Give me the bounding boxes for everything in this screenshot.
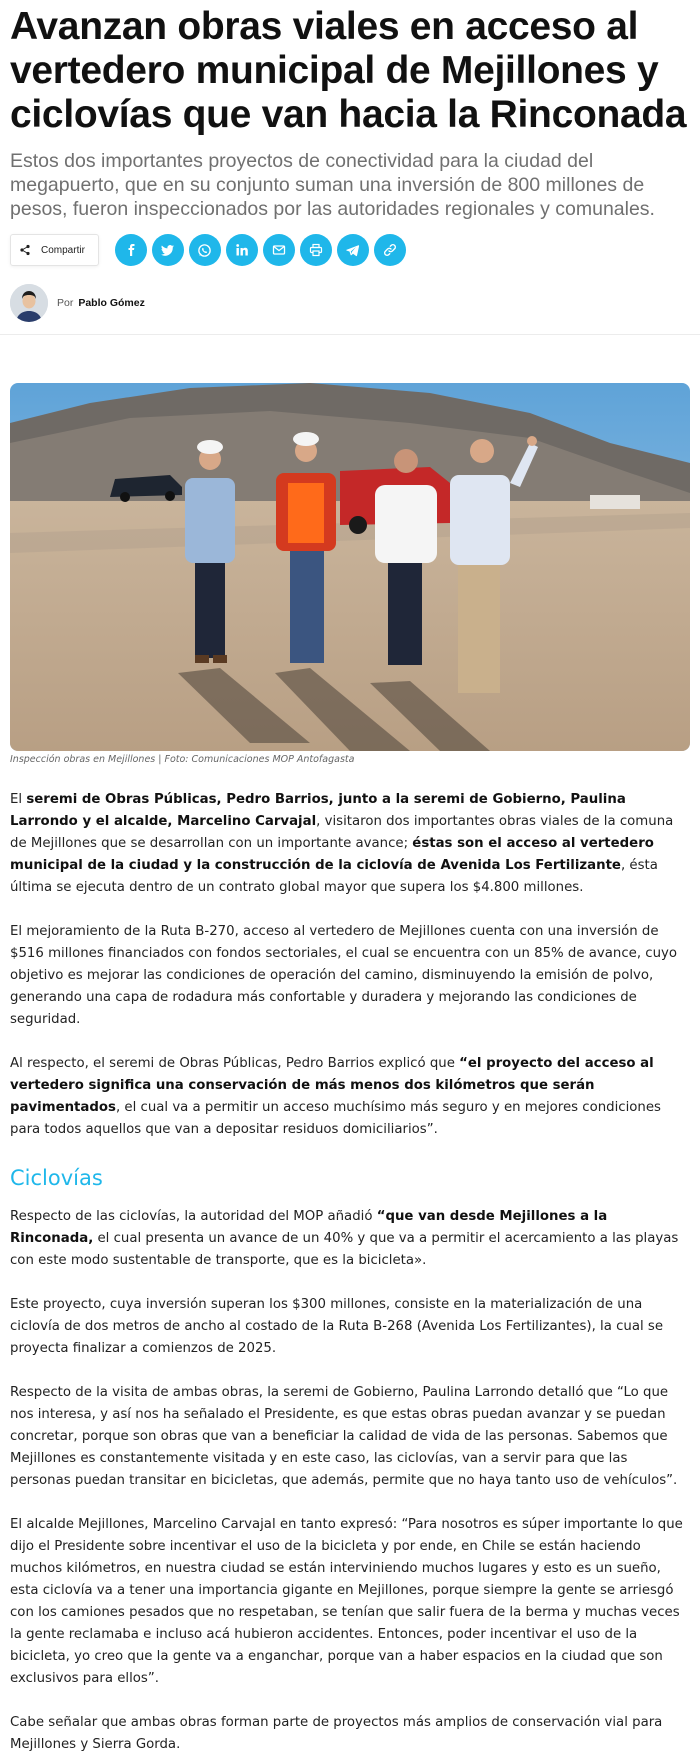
- twitter-icon: [160, 243, 175, 258]
- article-photo[interactable]: [10, 383, 690, 751]
- share-label: Compartir: [41, 244, 85, 256]
- facebook-share-button[interactable]: [115, 234, 147, 266]
- article-body: [10, 789, 690, 1756]
- share-button[interactable]: [10, 234, 99, 266]
- twitter-share-button[interactable]: [152, 234, 184, 266]
- facebook-icon: [124, 243, 138, 257]
- paragraph-3: Al respecto, el seremi de Obras Públicas, Pedro Barrios explicó que “el proyecto del acceso al vertedero significa una conservación de más menos dos kilómetros que serán pavimentados, el cual va a permitir un acceso muchísimo más seguro y en mejores condiciones para todos aquellos que van a depositar residuos domiciliarios”.: [10, 1056, 661, 1137]
- paragraph-4: Respecto de las ciclovías, la autoridad del MOP añadió “que van desde Mejillones a la Rinconada, el cual presenta un avance de un 40% y que va a permitir el acercamiento a las playas con este modo sustentable de transporte, que es la bicicleta».: [10, 1209, 679, 1268]
- section-heading: Ciclovías: [10, 1166, 103, 1190]
- paragraph-5: Este proyecto, cuya inversión superan los $300 millones, consiste en la materialización de una ciclovía de dos metros de ancho al costado de la Ruta B-268 (Avenida Los Fertilizantes), la cual se proyecta finalizar a comienzos de 2025.: [10, 1297, 664, 1356]
- copy-link-share-button[interactable]: [374, 234, 406, 266]
- author-prefix: Por: [57, 297, 74, 309]
- whatsapp-icon: [197, 243, 212, 258]
- copy-link-icon: [383, 243, 397, 257]
- article-subtitle: Estos dos importantes proyectos de conectividad para la ciudad del megapuerto, que en su conjunto suman una inversión de 800 millones de pesos, fueron inspeccionados por las autoridades regionales y comunales.: [10, 150, 655, 220]
- print-share-button[interactable]: [300, 234, 332, 266]
- share-icons: [115, 234, 411, 266]
- email-share-button[interactable]: [263, 234, 295, 266]
- paragraph-7: El alcalde Mejillones, Marcelino Carvajal en tanto expresó: “Para nosotros es súper importante lo que dijo el Presidente sobre incentivar el uso de la bicicleta y por ende, en Chile se están haciendo muchos kilómetros, en nuestra ciudad se están interviniendo muchos lugares y esto es un sueño, esta ciclovía va a tener una importancia gigante en Mejillones, porque siempre la gente se arriesgó con los camiones pesados que no respetaban, se tenían que salir fuera de la berma y muchas veces la gente reclamaba e incluso acá hubieron accidentes. Entonces, poder incentivar el uso de la bicicleta, yo creo que la gente va a enganchar, porque van a haber espacios en la ciudad que son exclusivos para ellos”.: [10, 1517, 683, 1686]
- author-avatar[interactable]: [10, 284, 48, 322]
- email-icon: [272, 243, 286, 257]
- paragraph-8: Cabe señalar que ambas obras forman parte de proyectos más amplios de conservación vial para Mejillones y Sierra Gorda.: [10, 1715, 663, 1752]
- telegram-share-button[interactable]: [337, 234, 369, 266]
- share-bar: [10, 233, 690, 267]
- header-divider: [0, 334, 700, 335]
- image-caption: Inspección obras en Mejillones | Foto: Comunicaciones MOP Antofagasta: [10, 754, 355, 765]
- author-name[interactable]: Pablo Gómez: [78, 297, 145, 309]
- paragraph-6: Respecto de la visita de ambas obras, la seremi de Gobierno, Paulina Larrondo detalló que “Lo que nos interesa, y así nos ha señalado el Presidente, es que estas obras puedan avanzar y se puedan concretar, porque son obras que van a beneficiar la calidad de vida de las personas. Sabemos que Mejillones es constantemente visitada y en este caso, las ciclovías, van a servir para que las personas puedan transitar en bicicletas, que además, permite que no haya tanto uso de vehículos”.: [10, 1385, 678, 1488]
- paragraph-2: El mejoramiento de la Ruta B-270, acceso al vertedero de Mejillones cuenta con una inversión de $516 millones financiados con fondos sectoriales, el cual se encuentra con un 85% de avance, cuyo objetivo es mejorar las condiciones de operación del camino, disminuyendo la emisión de polvo, generando una capa de rodadura más confortable y duradera y mejorando las condiciones de seguridad.: [10, 924, 678, 1027]
- print-icon: [309, 243, 323, 257]
- article-body-wrap: [0, 383, 700, 1756]
- author-byline: [10, 283, 690, 323]
- linkedin-icon: [235, 243, 249, 257]
- linkedin-share-button[interactable]: [226, 234, 258, 266]
- paragraph-1: El seremi de Obras Públicas, Pedro Barrios, junto a la seremi de Gobierno, Paulina Larrondo y el alcalde, Marcelino Carvajal, visitaron dos importantes obras viales de la comuna de Mejillones que se desarrollan con un importante avance; éstas son el acceso al vertedero municipal de la ciudad y la construcción de la ciclovía de Avenida Los Fertilizante, ésta última se ejecuta dentro de un contrato global mayor que supera los $4.800 millones.: [10, 792, 674, 895]
- article: [0, 0, 700, 323]
- share-icon: [19, 244, 31, 256]
- whatsapp-share-button[interactable]: [189, 234, 221, 266]
- article-title: Avanzan obras viales en acceso al vertedero municipal de Mejillones y ciclovías que van hacia la Rinconada: [10, 5, 687, 136]
- telegram-icon: [345, 243, 360, 258]
